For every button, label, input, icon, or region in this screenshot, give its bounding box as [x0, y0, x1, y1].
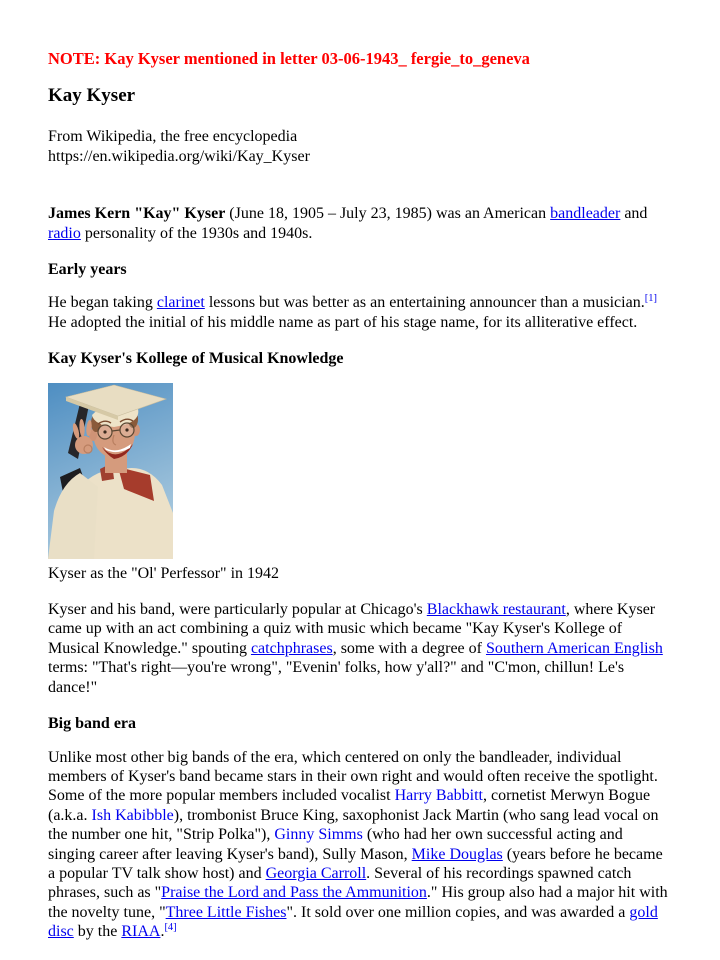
link-praise-the-lord[interactable]: Praise the Lord and Pass the Ammunition: [161, 884, 427, 902]
kyser-portrait-image: [48, 383, 173, 559]
kollege-text: , where Kyser came up with an act combining a quiz with music which became "Kay Kyser's Kollege of Musical Knowledge." spouting: [48, 601, 656, 657]
kollege-text: Kyser and his band, were particularly popular at Chicago's: [48, 601, 427, 619]
reference-4[interactable]: [4]: [164, 922, 177, 934]
reference-1[interactable]: [1]: [644, 293, 657, 305]
bigband-text: ), trombonist Bruce King, saxophonist Jack Martin (who sang lead vocal on the number one hit, "Strip Polka"),: [48, 806, 659, 844]
link-georgia-carroll[interactable]: Georgia Carroll: [265, 864, 367, 882]
intro-text: personality of the 1930s and 1940s.: [80, 224, 313, 242]
bigband-text: (years before he became a popular TV talk show host) and: [48, 845, 663, 882]
bigband-text: ." His group also had a major hit with the novelty tune, ": [48, 884, 668, 921]
early-years-paragraph: [48, 293, 672, 332]
heading-early-years: Early years: [48, 261, 127, 279]
eye-right: [125, 428, 128, 431]
link-clarinet[interactable]: clarinet: [156, 294, 205, 312]
bigband-text: . Several of his recordings spawned catch phrases, such as ": [48, 864, 632, 902]
article-title: Kay Kyser: [48, 85, 136, 107]
link-ish-kabibble[interactable]: Ish Kabibble: [91, 806, 174, 824]
link-riaa[interactable]: RIAA: [121, 923, 161, 941]
link-mike-douglas[interactable]: Mike Douglas: [411, 845, 503, 863]
source-line: From Wikipedia, the free encyclopedia: [48, 128, 298, 146]
eye-left: [103, 430, 106, 433]
bigband-text: ". It sold over one million copies, and was awarded a: [286, 903, 630, 921]
link-bandleader[interactable]: bandleader: [550, 205, 621, 223]
kollege-text: terms: "That's right—you're wrong", "Evenin' folks, how y'all?" and "C'mon, chillun! Le's dance!": [48, 659, 625, 696]
link-radio[interactable]: radio: [48, 224, 81, 242]
link-three-little-fishes[interactable]: Three Little Fishes: [165, 903, 287, 921]
link-ginny-simms[interactable]: Ginny Simms: [274, 826, 363, 844]
portrait-caption: Kyser as the "Ol' Perfessor" in 1942: [48, 564, 280, 582]
big-band-paragraph: [48, 748, 672, 942]
link-harry-babbitt[interactable]: Harry Babbitt: [394, 787, 483, 805]
article-url: https://en.wikipedia.org/wiki/Kay_Kyser: [48, 147, 310, 165]
bigband-text: , cornetist Merwyn Bogue (a.k.a.: [48, 787, 651, 824]
early-text: He began taking: [48, 294, 157, 312]
bigband-text: by the: [73, 923, 122, 941]
intro-text: and: [620, 205, 648, 223]
early-text: lessons but was better as an entertaining announcer than a musician.: [204, 294, 645, 312]
link-blackhawk-restaurant[interactable]: Blackhawk restaurant: [426, 601, 566, 619]
heading-big-band-era: Big band era: [48, 715, 137, 733]
intro-paragraph: [48, 204, 672, 243]
intro-text: (June 18, 1905 – July 23, 1985) was an American: [225, 205, 551, 223]
link-catchphrases[interactable]: catchphrases: [250, 639, 333, 657]
kollege-paragraph: [48, 600, 672, 697]
bigband-text: Unlike most other big bands of the era, which centered on only the bandleader, individual members of Kyser's band became stars in their own right and would often receive the spotlight. Some of the more popular members included vocalist: [48, 748, 658, 805]
subject-name: James Kern "Kay" Kyser: [48, 205, 226, 223]
early-text: He adopted the initial of his middle name as part of his stage name, for its alliterative effect.: [48, 313, 638, 331]
note-line: NOTE: Kay Kyser mentioned in letter 03-06-1943_ fergie_to_geneva: [48, 49, 530, 68]
heading-kollege: Kay Kyser's Kollege of Musical Knowledge: [48, 350, 344, 368]
bigband-text: .: [160, 923, 165, 941]
bigband-text: (who had her own successful acting and singing career after leaving Kyser's band), Sully Mason,: [48, 826, 623, 863]
kollege-text: , some with a degree of: [332, 639, 486, 657]
link-gold-disc[interactable]: gold disc: [48, 903, 658, 941]
kyser-portrait-figure: [48, 383, 672, 583]
link-southern-american-english[interactable]: Southern American English: [485, 639, 663, 657]
